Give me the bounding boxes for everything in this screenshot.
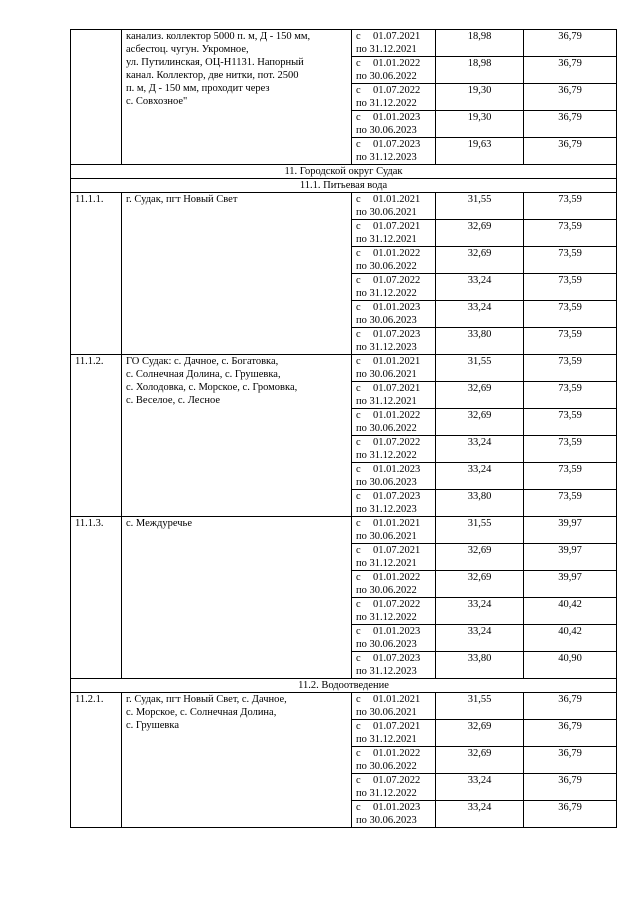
tariff-value-1: 32,69 (436, 382, 524, 409)
tariff-value-1: 32,69 (436, 747, 524, 774)
period-prefix: с (356, 775, 361, 786)
tariff-value-2: 73,59 (524, 193, 617, 220)
tariff-value-2: 73,59 (524, 490, 617, 517)
period-cell (352, 652, 436, 679)
tariff-value-1: 31,55 (436, 193, 524, 220)
period-end: по 30.06.2021 (356, 531, 417, 542)
period-cell (352, 571, 436, 598)
item-description (122, 355, 352, 517)
tariff-table (70, 29, 617, 828)
item-description (122, 193, 352, 355)
tariff-value-2: 40,90 (524, 652, 617, 679)
period-start (356, 301, 431, 314)
subsection-row (71, 679, 617, 693)
description-line: с. Солнечная Долина, с. Грушевка, (126, 369, 281, 380)
tariff-table-body (71, 30, 617, 828)
period-prefix: с (356, 139, 361, 150)
period-prefix: с (356, 626, 361, 637)
item-number: 11.1.3. (71, 517, 122, 679)
period-cell (352, 490, 436, 517)
tariff-value-1: 33,24 (436, 625, 524, 652)
period-start-date: 01.01.2023 (373, 626, 421, 637)
period-end: по 30.06.2022 (356, 423, 417, 434)
tariff-value-2: 36,79 (524, 774, 617, 801)
period-start (356, 490, 431, 503)
period-prefix: с (356, 112, 361, 123)
period-start (356, 774, 431, 787)
period-cell (352, 720, 436, 747)
period-start (356, 747, 431, 760)
tariff-value-2: 39,97 (524, 571, 617, 598)
period-end: по 30.06.2022 (356, 761, 417, 772)
period-cell (352, 693, 436, 720)
tariff-value-2: 39,97 (524, 544, 617, 571)
period-start-date: 01.07.2023 (373, 653, 421, 664)
period-start (356, 355, 431, 368)
period-start-date: 01.07.2021 (373, 31, 421, 42)
period-start (356, 625, 431, 638)
period-prefix: с (356, 194, 361, 205)
period-start-date: 01.01.2022 (373, 248, 421, 259)
subsection-title: 11.1. Питьевая вода (71, 179, 617, 193)
tariff-value-1: 32,69 (436, 720, 524, 747)
period-end: по 31.12.2022 (356, 288, 417, 299)
tariff-value-2: 36,79 (524, 111, 617, 138)
period-prefix: с (356, 85, 361, 96)
period-start (356, 463, 431, 476)
tariff-value-1: 33,24 (436, 274, 524, 301)
period-prefix: с (356, 721, 361, 732)
tariff-value-2: 36,79 (524, 138, 617, 165)
period-start-date: 01.01.2022 (373, 58, 421, 69)
period-start (356, 720, 431, 733)
period-start-date: 01.01.2021 (373, 356, 421, 367)
tariff-value-1: 32,69 (436, 571, 524, 598)
period-end: по 30.06.2021 (356, 369, 417, 380)
period-start-date: 01.07.2021 (373, 545, 421, 556)
period-cell (352, 220, 436, 247)
period-cell (352, 301, 436, 328)
tariff-value-1: 33,80 (436, 652, 524, 679)
period-end: по 31.12.2022 (356, 450, 417, 461)
period-end: по 31.12.2022 (356, 98, 417, 109)
period-prefix: с (356, 356, 361, 367)
period-start (356, 193, 431, 206)
period-cell (352, 598, 436, 625)
description-line: с. Морское, с. Солнечная Долина, (126, 707, 277, 718)
period-start-date: 01.07.2023 (373, 491, 421, 502)
tariff-value-1: 33,24 (436, 801, 524, 828)
period-cell (352, 544, 436, 571)
period-end: по 30.06.2023 (356, 815, 417, 826)
tariff-value-2: 73,59 (524, 355, 617, 382)
period-start-date: 01.01.2023 (373, 302, 421, 313)
item-number: 11.1.1. (71, 193, 122, 355)
table-row (71, 517, 617, 544)
period-end: по 30.06.2021 (356, 707, 417, 718)
period-end: по 31.12.2021 (356, 558, 417, 569)
tariff-value-2: 73,59 (524, 463, 617, 490)
description-line: г. Судак, пгт Новый Свет (126, 194, 238, 205)
period-start-date: 01.07.2021 (373, 221, 421, 232)
period-end: по 30.06.2023 (356, 315, 417, 326)
period-cell (352, 801, 436, 828)
period-prefix: с (356, 694, 361, 705)
tariff-value-1: 31,55 (436, 517, 524, 544)
period-end: по 31.12.2023 (356, 666, 417, 677)
tariff-value-1: 31,55 (436, 693, 524, 720)
tariff-value-2: 73,59 (524, 220, 617, 247)
period-start (356, 328, 431, 341)
period-end: по 30.06.2022 (356, 71, 417, 82)
tariff-value-1: 19,30 (436, 111, 524, 138)
section-title: 11. Городской округ Судак (71, 165, 617, 179)
tariff-value-2: 73,59 (524, 301, 617, 328)
tariff-value-2: 36,79 (524, 720, 617, 747)
period-prefix: с (356, 572, 361, 583)
period-start-date: 01.01.2021 (373, 518, 421, 529)
period-start (356, 111, 431, 124)
item-description (122, 30, 352, 165)
description-line: г. Судак, пгт Новый Свет, с. Дачное, (126, 694, 287, 705)
period-start-date: 01.01.2023 (373, 802, 421, 813)
period-cell (352, 57, 436, 84)
tariff-value-1: 33,24 (436, 774, 524, 801)
period-cell (352, 111, 436, 138)
subsection-row (71, 179, 617, 193)
tariff-value-1: 19,63 (436, 138, 524, 165)
tariff-value-1: 32,69 (436, 409, 524, 436)
tariff-value-2: 40,42 (524, 625, 617, 652)
tariff-value-1: 33,24 (436, 436, 524, 463)
period-cell (352, 138, 436, 165)
period-start-date: 01.07.2022 (373, 85, 421, 96)
period-cell (352, 463, 436, 490)
period-prefix: с (356, 31, 361, 42)
period-start-date: 01.01.2021 (373, 194, 421, 205)
period-start-date: 01.01.2023 (373, 112, 421, 123)
tariff-value-1: 32,69 (436, 247, 524, 274)
tariff-value-2: 40,42 (524, 598, 617, 625)
period-start (356, 57, 431, 70)
period-cell (352, 382, 436, 409)
description-line: с. Холодовка, с. Морское, с. Громовка, (126, 382, 298, 393)
period-cell (352, 747, 436, 774)
period-cell (352, 517, 436, 544)
period-start (356, 84, 431, 97)
period-prefix: с (356, 383, 361, 394)
item-number: 11.2.1. (71, 693, 122, 828)
description-line: асбестоц. чугун. Укромное, (126, 44, 249, 55)
item-description (122, 693, 352, 828)
tariff-value-1: 19,30 (436, 84, 524, 111)
period-cell (352, 436, 436, 463)
period-start-date: 01.07.2021 (373, 383, 421, 394)
period-end: по 30.06.2022 (356, 261, 417, 272)
period-end: по 31.12.2021 (356, 396, 417, 407)
tariff-value-2: 36,79 (524, 84, 617, 111)
period-start (356, 138, 431, 151)
period-cell (352, 355, 436, 382)
table-row (71, 30, 617, 57)
period-start-date: 01.07.2023 (373, 329, 421, 340)
period-start-date: 01.01.2021 (373, 694, 421, 705)
period-prefix: с (356, 545, 361, 556)
period-prefix: с (356, 748, 361, 759)
period-cell (352, 84, 436, 111)
tariff-value-2: 73,59 (524, 247, 617, 274)
tariff-value-2: 39,97 (524, 517, 617, 544)
tariff-value-2: 73,59 (524, 436, 617, 463)
period-start (356, 436, 431, 449)
period-prefix: с (356, 302, 361, 313)
period-start-date: 01.07.2022 (373, 275, 421, 286)
period-end: по 31.12.2023 (356, 504, 417, 515)
period-start-date: 01.01.2022 (373, 572, 421, 583)
period-prefix: с (356, 518, 361, 529)
period-start (356, 693, 431, 706)
description-line: ГО Судак: с. Дачное, с. Богатовка, (126, 356, 279, 367)
period-cell (352, 625, 436, 652)
period-end: по 30.06.2021 (356, 207, 417, 218)
tariff-value-1: 32,69 (436, 220, 524, 247)
period-start-date: 01.07.2022 (373, 775, 421, 786)
period-start (356, 801, 431, 814)
tariff-value-2: 36,79 (524, 693, 617, 720)
tariff-value-1: 33,80 (436, 328, 524, 355)
description-line: с. Междуречье (126, 518, 192, 529)
period-prefix: с (356, 491, 361, 502)
description-line: с. Веселое, с. Лесное (126, 395, 221, 406)
period-prefix: с (356, 58, 361, 69)
tariff-value-1: 18,98 (436, 57, 524, 84)
description-line: канализ. коллектор 5000 п. м, Д - 150 мм, (126, 31, 311, 42)
period-end: по 31.12.2022 (356, 612, 417, 623)
period-start-date: 01.07.2022 (373, 437, 421, 448)
table-row (71, 193, 617, 220)
period-end: по 31.12.2022 (356, 788, 417, 799)
period-start (356, 409, 431, 422)
item-number (71, 30, 122, 165)
period-prefix: с (356, 248, 361, 259)
period-cell (352, 30, 436, 57)
period-end: по 31.12.2023 (356, 152, 417, 163)
period-cell (352, 328, 436, 355)
tariff-value-1: 18,98 (436, 30, 524, 57)
tariff-value-2: 73,59 (524, 328, 617, 355)
period-start-date: 01.01.2023 (373, 464, 421, 475)
tariff-value-1: 33,24 (436, 301, 524, 328)
period-start (356, 571, 431, 584)
period-start (356, 220, 431, 233)
period-cell (352, 774, 436, 801)
period-end: по 30.06.2023 (356, 639, 417, 650)
period-start (356, 544, 431, 557)
tariff-value-1: 33,24 (436, 463, 524, 490)
period-start-date: 01.07.2022 (373, 599, 421, 610)
section-row (71, 165, 617, 179)
tariff-value-2: 36,79 (524, 57, 617, 84)
subsection-title: 11.2. Водоотведение (71, 679, 617, 693)
period-end: по 31.12.2023 (356, 342, 417, 353)
period-start (356, 517, 431, 530)
period-start-date: 01.07.2021 (373, 721, 421, 732)
tariff-value-2: 36,79 (524, 801, 617, 828)
period-cell (352, 247, 436, 274)
period-end: по 30.06.2022 (356, 585, 417, 596)
period-prefix: с (356, 410, 361, 421)
tariff-value-1: 31,55 (436, 355, 524, 382)
period-cell (352, 274, 436, 301)
period-end: по 31.12.2021 (356, 44, 417, 55)
period-prefix: с (356, 599, 361, 610)
period-prefix: с (356, 437, 361, 448)
item-number: 11.1.2. (71, 355, 122, 517)
period-start-date: 01.01.2022 (373, 410, 421, 421)
description-line: с. Совхозное" (126, 96, 188, 107)
period-cell (352, 409, 436, 436)
period-start (356, 30, 431, 43)
period-prefix: с (356, 802, 361, 813)
period-start (356, 652, 431, 665)
period-end: по 30.06.2023 (356, 125, 417, 136)
period-end: по 31.12.2021 (356, 734, 417, 745)
table-row (71, 693, 617, 720)
tariff-value-2: 36,79 (524, 747, 617, 774)
period-start (356, 247, 431, 260)
period-prefix: с (356, 329, 361, 340)
period-prefix: с (356, 275, 361, 286)
tariff-value-2: 73,59 (524, 382, 617, 409)
tariff-value-1: 33,80 (436, 490, 524, 517)
description-line: ул. Путилинская, ОЦ-Н1131. Напорный (126, 57, 304, 68)
period-start-date: 01.01.2022 (373, 748, 421, 759)
tariff-value-2: 73,59 (524, 409, 617, 436)
tariff-value-1: 32,69 (436, 544, 524, 571)
tariff-value-2: 73,59 (524, 274, 617, 301)
description-line: с. Грушевка (126, 720, 179, 731)
description-line: канал. Коллектор, две нитки, пот. 2500 (126, 70, 299, 81)
description-line: п. м, Д - 150 мм, проходит через (126, 83, 270, 94)
period-start (356, 382, 431, 395)
period-start-date: 01.07.2023 (373, 139, 421, 150)
period-end: по 31.12.2021 (356, 234, 417, 245)
period-prefix: с (356, 653, 361, 664)
tariff-value-1: 33,24 (436, 598, 524, 625)
tariff-value-2: 36,79 (524, 30, 617, 57)
period-prefix: с (356, 221, 361, 232)
period-start (356, 598, 431, 611)
period-prefix: с (356, 464, 361, 475)
period-start (356, 274, 431, 287)
item-description (122, 517, 352, 679)
table-row (71, 355, 617, 382)
period-end: по 30.06.2023 (356, 477, 417, 488)
period-cell (352, 193, 436, 220)
